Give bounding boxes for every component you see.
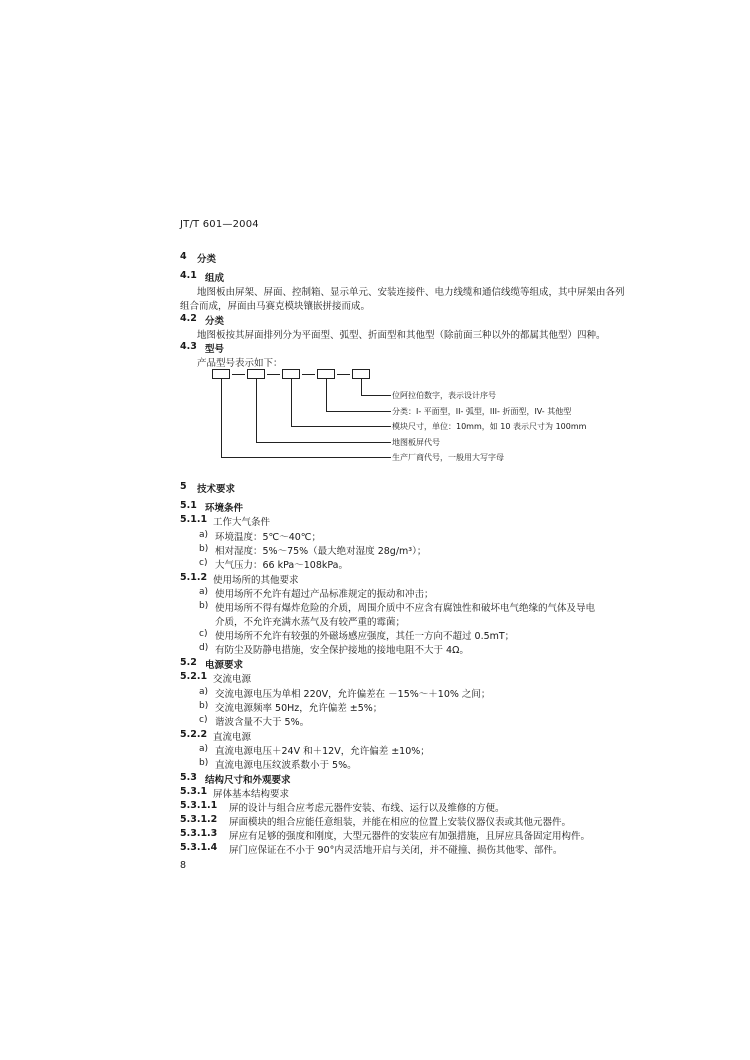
model-dash-3 (302, 374, 315, 375)
list-item: 有防尘及防静电措施，安全保护接地的接地电阻不大于 4Ω。 (215, 645, 469, 656)
model-box-4 (317, 369, 335, 379)
clause-text: 屏应有足够的强度和刚度，大型元器件的安装应有加强措施，且屏应具备固定用构件。 (229, 831, 591, 842)
list-item: 相对湿度：5%～75%（最大绝对湿度 28g/m³）； (215, 546, 427, 557)
list-mark: a) (199, 587, 209, 597)
section-4-2-para: 地图板按其屏面排列分为平面型、弧型、折面型和其他型（除前面三种以外的都属其他型）四种。 (197, 330, 606, 341)
list-item: 交流电源频率 50Hz，允许偏差 ±5%； (215, 703, 383, 714)
list-mark: c) (199, 715, 208, 725)
list-item: 谐波含量不大于 5%。 (215, 717, 310, 728)
model-dash-1 (232, 374, 245, 375)
section-4-1-title: 组成 (205, 273, 225, 284)
clause-number: 5.3.1.1 (180, 800, 218, 811)
section-5-1-2-number: 5.1.2 (180, 572, 208, 583)
section-5-2-number: 5.2 (180, 657, 197, 668)
model-label-2: 分类：I- 平面型，II- 弧型，III- 折面型，IV- 其他型 (392, 407, 572, 416)
section-4-3-title: 型号 (205, 344, 225, 355)
section-5-1-1-title: 工作大气条件 (213, 517, 271, 528)
section-5-1-title: 环境条件 (205, 503, 244, 514)
list-mark: b) (199, 758, 209, 768)
clause-number: 5.3.1.4 (180, 842, 218, 853)
section-5-1-2-title: 使用场所的其他要求 (213, 575, 299, 586)
section-5-2-title: 电源要求 (205, 660, 244, 671)
section-5-title: 技术要求 (197, 484, 236, 495)
model-dash-4 (337, 374, 350, 375)
clause-number: 5.3.1.3 (180, 828, 218, 839)
model-intro: 产品型号表示如下： (197, 358, 283, 369)
list-item: 大气压力：66 kPa～108kPa。 (215, 560, 348, 571)
section-5-1-number: 5.1 (180, 500, 197, 511)
section-4-1-number: 4.1 (180, 270, 197, 281)
list-item: 使用场所不允许有较强的外磁场感应强度，其任一方向不超过 0.5mT； (215, 631, 515, 642)
list-mark: c) (199, 629, 208, 639)
model-label-4: 地图板屏代号 (392, 438, 440, 447)
section-4-2-number: 4.2 (180, 313, 197, 324)
clause-number: 5.3.1.2 (180, 814, 218, 825)
section-5-3-title: 结构尺寸和外观要求 (205, 775, 291, 786)
list-mark: c) (199, 558, 208, 568)
section-4-1-para-line1: 地图板由屏架、屏面、控制箱、显示单元、安装连接件、电力线缆和通信线缆等组成，其中屏架由各列 (197, 287, 625, 298)
clause-text: 屏面模块的组合应能任意组装，并能在相应的位置上安装仪器仪表或其他元器件。 (229, 817, 572, 828)
list-mark: a) (199, 744, 209, 754)
list-mark: d) (199, 643, 209, 653)
list-item-continuation: 介质，不允许充满水蒸气及有较严重的霉菌； (215, 617, 406, 628)
section-5-2-1-title: 交流电源 (213, 674, 252, 685)
section-4-number: 4 (180, 251, 187, 262)
list-mark: b) (199, 701, 209, 711)
model-box-1 (212, 369, 230, 379)
list-item: 环境温度：5℃～40℃； (215, 532, 321, 543)
standard-number: JT/T 601—2004 (180, 219, 259, 230)
model-label-1: 位阿拉伯数字，表示设计序号 (392, 391, 496, 400)
section-5-2-1-number: 5.2.1 (180, 671, 208, 682)
section-5-2-2-number: 5.2.2 (180, 729, 208, 740)
list-mark: b) (199, 544, 209, 554)
list-item: 使用场所不得有爆炸危险的介质，周围介质中不应含有腐蚀性和破坏电气绝缘的气体及导电 (215, 603, 596, 614)
section-5-3-1-title: 屏体基本结构要求 (213, 789, 290, 800)
section-4-3-number: 4.3 (180, 341, 197, 352)
list-item: 直流电源电压纹波系数小于 5%。 (215, 760, 357, 771)
clause-text: 屏门应保证在不小于 90°内灵活地开启与关闭，并不碰撞、损伤其他零、部件。 (229, 845, 563, 856)
section-4-1-para-line2: 组合而成，屏面由马赛克模块镶嵌拼接而成。 (180, 301, 371, 312)
section-5-3-number: 5.3 (180, 772, 197, 783)
model-dash-2 (267, 374, 280, 375)
model-label-3: 模块尺寸，单位：10mm，如 10 表示尺寸为 100mm (392, 422, 587, 431)
section-5-1-1-number: 5.1.1 (180, 514, 208, 525)
model-box-2 (247, 369, 265, 379)
list-mark: b) (199, 601, 209, 611)
section-5-2-2-title: 直流电源 (213, 732, 252, 743)
model-box-3 (282, 369, 300, 379)
list-mark: a) (199, 687, 209, 697)
model-label-5: 生产厂商代号，一般用大写字母 (392, 453, 504, 462)
list-item: 直流电源电压＋24V 和＋12V，允许偏差 ±10%； (215, 746, 430, 757)
model-box-5 (352, 369, 370, 379)
list-item: 使用场所不允许有超过产品标准规定的振动和冲击； (215, 589, 434, 600)
section-4-title: 分类 (197, 254, 217, 265)
section-4-2-title: 分类 (205, 316, 225, 327)
section-5-3-1-number: 5.3.1 (180, 786, 208, 797)
section-5-number: 5 (180, 481, 187, 492)
list-item: 交流电源电压为单相 220V，允许偏差在 －15%～＋10% 之间； (215, 689, 491, 700)
list-mark: a) (199, 530, 209, 540)
clause-text: 屏的设计与组合应考虑元器件安装、布线、运行以及维修的方便。 (229, 803, 505, 814)
page-number: 8 (180, 860, 187, 871)
